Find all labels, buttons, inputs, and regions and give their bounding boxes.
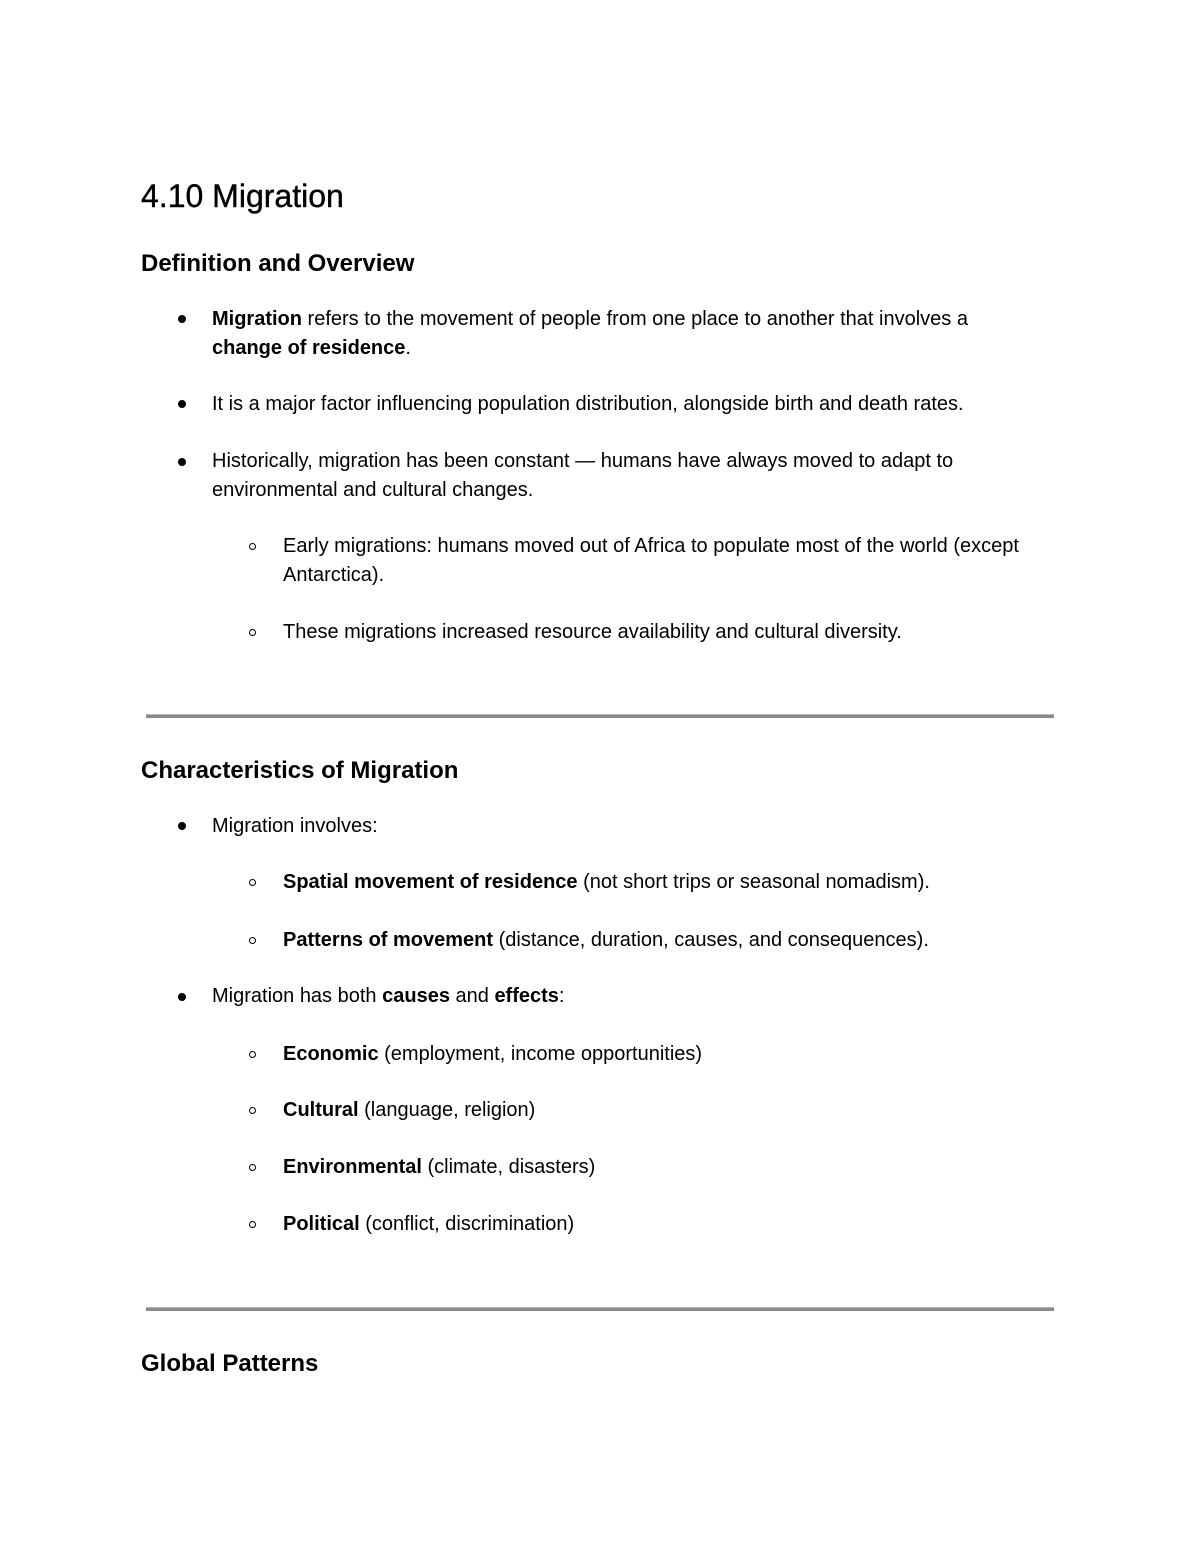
item-text: (employment, income opportunities) xyxy=(378,1043,703,1065)
hollow-bullet-icon xyxy=(249,543,256,550)
list-item xyxy=(283,1153,1023,1182)
list-item xyxy=(283,1040,1023,1069)
item-text: (distance, duration, causes, and consequences). xyxy=(493,929,929,951)
item-text: It is a major factor influencing population distribution, alongside birth and death rates. xyxy=(212,393,964,415)
hollow-bullet-icon xyxy=(249,629,256,636)
item-text: These migrations increased resource availability and cultural diversity. xyxy=(283,621,902,643)
hollow-bullet-icon xyxy=(249,879,256,886)
item-text: refers to the movement of people from one place to another that involves a xyxy=(302,308,968,330)
section-heading-characteristics: Characteristics of Migration xyxy=(141,757,459,784)
list-item xyxy=(212,305,1042,362)
bold-term: Environmental xyxy=(283,1156,422,1178)
list-item xyxy=(283,618,1023,647)
item-text: . xyxy=(405,336,411,359)
bold-term: Migration xyxy=(212,308,302,330)
section-heading-global-patterns: Global Patterns xyxy=(141,1350,319,1377)
bullet-icon xyxy=(178,315,186,323)
item-text: and xyxy=(449,985,495,1007)
bold-term: Spatial movement of residence xyxy=(283,871,578,893)
item-text: (climate, disasters) xyxy=(421,1156,596,1178)
horizontal-rule xyxy=(146,1307,1054,1311)
list-item xyxy=(283,926,1023,955)
hollow-bullet-icon xyxy=(249,937,256,944)
list-item xyxy=(283,868,1023,897)
hollow-bullet-icon xyxy=(249,1221,256,1228)
bold-term: Political xyxy=(283,1213,360,1235)
bold-term: Cultural xyxy=(283,1099,359,1121)
document-title: 4.10 Migration xyxy=(141,178,344,214)
item-text: (not short trips or seasonal nomadism). xyxy=(577,871,930,893)
bold-term: effects xyxy=(494,985,559,1007)
item-text: : xyxy=(558,985,565,1007)
hollow-bullet-icon xyxy=(249,1164,256,1171)
item-text: (language, religion) xyxy=(358,1099,536,1121)
list-item xyxy=(212,447,1042,504)
bold-term: Patterns of movement xyxy=(283,929,494,951)
hollow-bullet-icon xyxy=(249,1051,256,1058)
bullet-icon xyxy=(178,822,186,830)
horizontal-rule xyxy=(146,714,1054,718)
section-heading-definition: Definition and Overview xyxy=(141,250,415,277)
list-item xyxy=(212,812,1042,841)
list-item xyxy=(283,1096,1023,1125)
list-item xyxy=(283,532,1023,589)
bullet-icon xyxy=(178,458,186,466)
list-item xyxy=(212,390,1042,419)
bullet-icon xyxy=(178,400,186,408)
item-text: Historically, migration has been constant — humans have always moved to adapt to environmental and cultural changes. xyxy=(212,450,954,501)
bold-term: causes xyxy=(382,985,450,1007)
list-item xyxy=(283,1210,1023,1239)
bold-term: Economic xyxy=(283,1043,379,1065)
list-item xyxy=(212,982,1042,1011)
item-text: Migration has both xyxy=(212,985,383,1007)
hollow-bullet-icon xyxy=(249,1107,256,1114)
bold-term: change of residence xyxy=(212,336,406,359)
bullet-icon xyxy=(178,993,186,1001)
item-text: Migration involves: xyxy=(212,815,378,837)
item-text: Early migrations: humans moved out of Africa to populate most of the world (except Antarctica). xyxy=(283,535,1019,586)
item-text: (conflict, discrimination) xyxy=(359,1213,575,1235)
